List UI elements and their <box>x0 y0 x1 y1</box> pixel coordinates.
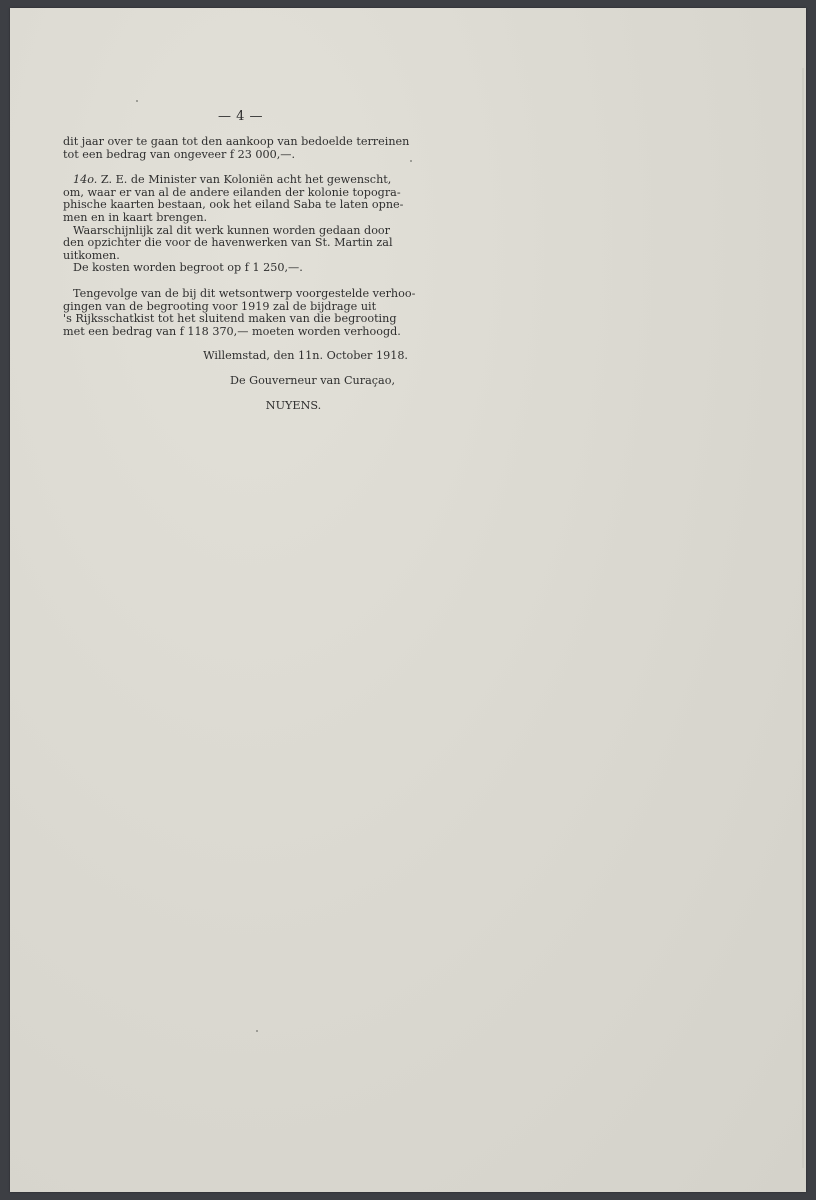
text-line: 's Rijksschatkist tot het sluitend maken van die begrooting <box>63 312 397 326</box>
text-line: Z. E. de Minister van Koloniën acht het gewenscht, <box>97 173 392 187</box>
text-line: om, waar er van al de andere eilanden der kolonie topogra- <box>63 185 401 199</box>
paragraph-5 <box>63 288 424 338</box>
paragraph-3 <box>63 225 424 263</box>
paper-edge-shadow <box>802 68 804 1168</box>
text-line: den opzichter die voor de havenwerken van St. Martin zal <box>63 236 393 250</box>
paper-speck <box>136 100 138 102</box>
text-line: phische kaarten bestaan, ook het eiland Saba te laten opne- <box>63 198 404 212</box>
text-line: gingen van de begrooting voor 1919 zal de bijdrage uit <box>63 299 377 313</box>
paper-speck <box>410 160 412 162</box>
body-text <box>63 136 424 412</box>
text-line: uitkomen. <box>63 248 120 262</box>
document-page <box>10 8 806 1192</box>
text-line: men en in kaart brengen. <box>63 210 208 224</box>
page-number: — 4 — <box>218 109 264 124</box>
signer-title: De Gouverneur van Curaçao, <box>229 373 395 387</box>
paper-speck <box>256 1030 258 1032</box>
paragraph-1 <box>63 136 424 161</box>
text-line: tot een bedrag van ongeveer f 23 000,—. <box>63 147 296 161</box>
text-line: Waarschijnlijk zal dit werk kunnen worden gedaan door <box>73 223 391 237</box>
item-number: 14o. <box>73 173 98 187</box>
text-line: De kosten worden begroot op f 1 250,—. <box>73 261 303 275</box>
paragraph-4 <box>63 262 424 275</box>
text-line: dit jaar over te gaan tot den aankoop van bedoelde terreinen <box>63 135 410 148</box>
place-date: Willemstad, den 11n. October 1918. <box>203 349 408 363</box>
text-line: met een bedrag van f 118 370,— moeten worden verhoogd. <box>63 324 401 338</box>
signer-name: NUYENS. <box>265 398 322 412</box>
paragraph-2 <box>63 174 424 224</box>
text-line: Tengevolge van de bij dit wetsontwerp voorgestelde verhoo- <box>73 286 416 300</box>
spacer <box>63 388 424 400</box>
